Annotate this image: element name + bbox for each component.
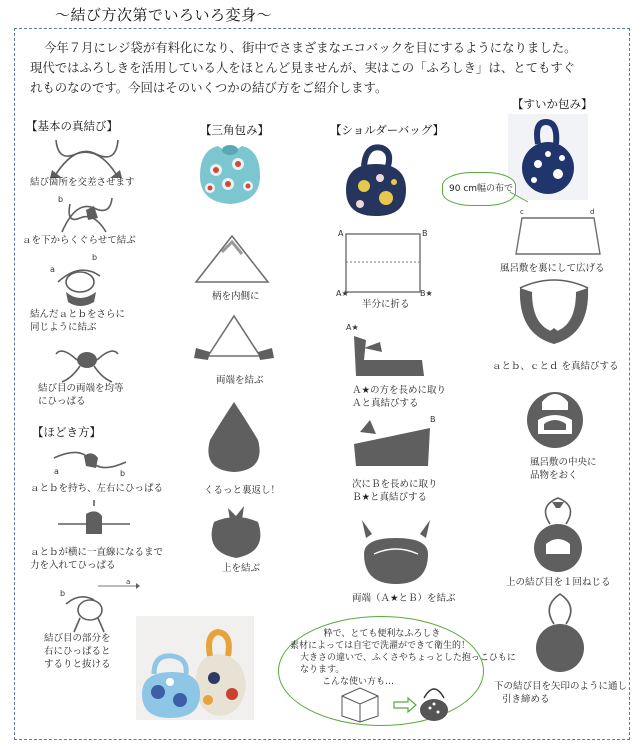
triangle-step3-illustration xyxy=(202,400,266,474)
untie-step1-caption: ａとｂを持ち、左右にひっぱる xyxy=(30,483,164,494)
tips-line: こんな使い方も… xyxy=(322,677,395,687)
basic-step4-caption: 結び目の両端を均等 にひっぱる xyxy=(38,383,124,407)
shoulder-step2-caption: Ａ★の方を長めに取り Ａと真結びする xyxy=(352,385,447,409)
shoulder-step2-illustration xyxy=(346,320,430,378)
furoshiki-bags-photo xyxy=(136,616,254,720)
svg-text:B: B xyxy=(422,229,428,238)
watermelon-step3-caption: 風呂敷の中央に 品物をおく xyxy=(530,457,597,481)
svg-text:A: A xyxy=(338,229,344,238)
untie-step2-caption: ａとｂが横に一直線になるまで 力を入れてひっぱる xyxy=(30,547,164,571)
tips-text xyxy=(290,628,471,652)
section-heading-watermelon: 【すいか包み】 xyxy=(512,97,593,111)
svg-text:A★: A★ xyxy=(336,289,349,298)
knot-step1-illustration xyxy=(46,134,126,178)
shoulder-step4-caption: 両端（Ａ★とＢ）を結ぶ xyxy=(352,593,456,604)
svg-text:b: b xyxy=(60,589,66,598)
section-heading-shoulder-bag: 【ショルダーバッグ】 xyxy=(330,123,445,137)
watermelon-step2-caption: ａとｂ、ｃとｄ を真結びする xyxy=(492,361,619,372)
intro-line: 現代ではふろしきを活用している人をほとんど見ませんが、実はこの「ふろしき」は、とてもすぐ xyxy=(30,60,576,75)
watermelon-step4-illustration xyxy=(530,494,586,574)
shoulder-step1-illustration xyxy=(336,226,433,298)
untie-step1-illustration xyxy=(50,440,130,482)
shoulder-bag-photo xyxy=(336,140,416,220)
tips-line: なります。 xyxy=(300,665,345,675)
knot-step2-illustration xyxy=(46,192,126,234)
usage-illustration xyxy=(338,682,450,722)
page-title: ～結び方次第でいろいろ変身～ xyxy=(55,6,273,24)
triangle-step2-caption: 両端を結ぶ xyxy=(216,375,264,386)
untie-step2-illustration xyxy=(54,500,134,544)
triangle-wrap-photo xyxy=(194,140,266,208)
watermelon-step1-illustration xyxy=(512,206,602,260)
basic-step3-caption: 結んだａとｂをさらに 同じように結ぶ xyxy=(30,309,126,333)
watermelon-step1-caption: 風呂敷を裏にして広げる xyxy=(500,263,605,274)
untie-step3-illustration xyxy=(50,578,140,634)
basic-step2-caption: ａを下からくぐらせて結ぶ xyxy=(22,235,136,246)
label-b: b xyxy=(58,195,64,204)
svg-text:a: a xyxy=(50,265,55,274)
tips-line: 粋で、とても便利なふろしき xyxy=(323,629,441,639)
watermelon-step5-illustration xyxy=(532,590,588,674)
section-heading-triangle: 【三角包み】 xyxy=(200,123,269,137)
svg-text:d: d xyxy=(590,208,595,216)
svg-text:a: a xyxy=(54,467,59,476)
basic-step1-caption: 結び箇所を交差させます xyxy=(30,177,135,188)
svg-text:a: a xyxy=(126,578,131,586)
triangle-step4-caption: 上を結ぶ xyxy=(222,563,261,574)
triangle-step4-illustration xyxy=(204,502,268,560)
untie-step3-caption: 結び目の部分を 右にひっぱると するりと抜ける xyxy=(44,633,111,670)
triangle-step1-illustration xyxy=(192,232,272,288)
watermelon-step2-illustration xyxy=(514,278,594,352)
watermelon-wrap-photo xyxy=(508,114,588,200)
svg-text:A★: A★ xyxy=(346,323,359,332)
knot-step4-illustration xyxy=(52,342,122,384)
intro-paragraph xyxy=(30,38,630,98)
section-heading-untie: 【ほどき方】 xyxy=(32,425,101,439)
knot-step3-illustration xyxy=(40,252,120,308)
triangle-step2-illustration xyxy=(194,312,274,364)
tips-line: 素材によっては自宅で洗濯ができて衛生的！ xyxy=(290,641,471,651)
triangle-step1-caption: 柄を内側に xyxy=(212,291,260,302)
shoulder-step3-caption: 次にＢを長めに取り Ｂ★と真結びする xyxy=(352,479,438,503)
watermelon-size-text: 90 cm幅の布で xyxy=(449,184,514,194)
watermelon-step4-caption: 上の結び目を１回ねじる xyxy=(506,577,611,588)
shoulder-step3-illustration xyxy=(350,414,440,474)
intro-line: 今年７月にレジ袋が有料化になり、街中でさまざまなエコバックを目にするようになりました。 xyxy=(44,40,577,55)
watermelon-step3-illustration xyxy=(524,380,586,454)
triangle-step3-caption: くるっと裏返し！ xyxy=(204,485,281,496)
tips-line: 大きさの違いで、ふくさやちょっとした抱っこひもに xyxy=(300,653,516,663)
svg-text:b: b xyxy=(92,253,98,262)
svg-text:c: c xyxy=(520,208,524,216)
svg-text:b: b xyxy=(120,469,126,478)
shoulder-step4-illustration xyxy=(356,514,436,586)
intro-line: れものなのです。今回はそのいくつかの結び方をご紹介します。 xyxy=(30,80,388,95)
bubble-pointer xyxy=(510,190,530,204)
svg-text:B: B xyxy=(430,415,436,424)
svg-text:B★: B★ xyxy=(420,289,433,298)
section-heading-basic-knot: 【基本の真結び】 xyxy=(26,119,118,133)
shoulder-step1-caption: 半分に折る xyxy=(362,299,410,310)
watermelon-step5-caption: 下の結び目を矢印のように通し 引き締める xyxy=(494,681,628,705)
